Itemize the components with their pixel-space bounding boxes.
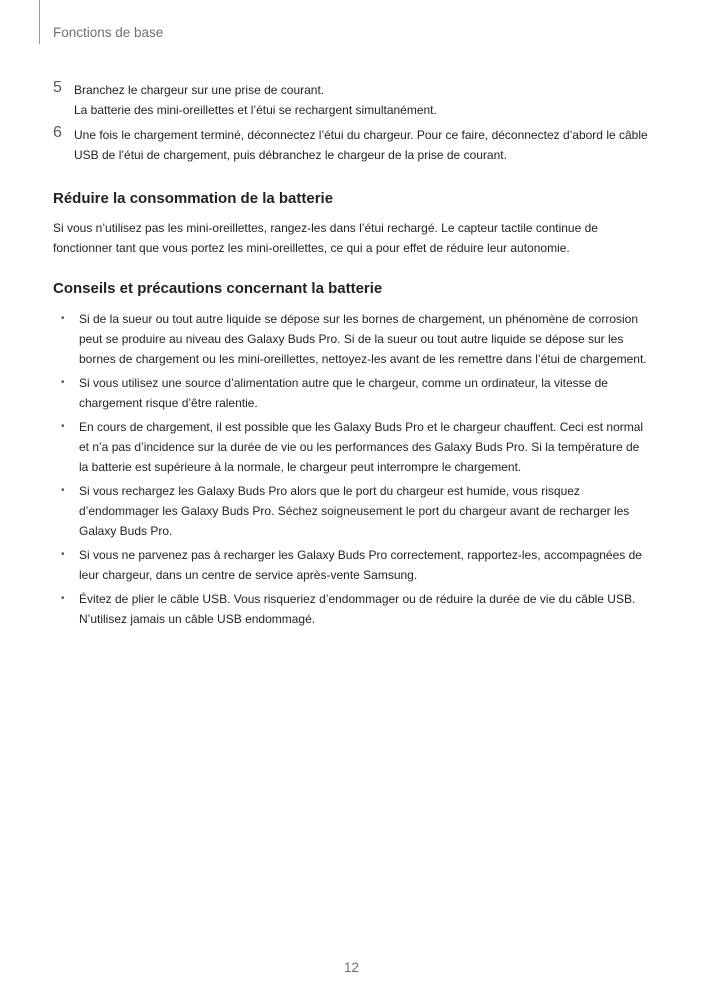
list-item-text: Si de la sueur ou tout autre liquide se dépose sur les bornes de chargement, un phénomène de corrosion peut se produire au niveau des Galaxy Buds Pro. Si de la sueur ou tout autre liquide se dépose sur les bornes de chargement ou les mini-oreillettes, nettoyez-les avant de les remettre dans l’étui de chargement. — [79, 312, 647, 366]
list-item — [53, 373, 649, 413]
section-reduce-consumption — [53, 189, 649, 258]
list-item — [53, 545, 649, 585]
list-item — [53, 417, 649, 477]
section-battery-tips — [53, 279, 649, 629]
page-header-title: Fonctions de base — [53, 25, 164, 40]
bullet-icon: • — [61, 421, 65, 432]
list-item-text: En cours de chargement, il est possible que les Galaxy Buds Pro et le chargeur chauffent. Ceci est normal et n’a pas d’incidence sur la durée de vie ou les performances des Galaxy Buds Pro. Si la température de la batterie est supérieure à la normale, le chargeur peut interrompre le chargement. — [79, 420, 644, 474]
list-item-text: Si vous utilisez une source d’alimentation autre que le chargeur, comme un ordinateur, la vitesse de chargement risque d’être ralentie. — [79, 376, 608, 410]
page-number: 12 — [343, 960, 360, 975]
step-5 — [53, 80, 649, 120]
step-text-line: Une fois le chargement terminé, déconnectez l’étui du chargeur. Pour ce faire, déconnectez d’abord le câble USB de l’étui de chargement, puis débranchez le chargeur de la prise de courant. — [74, 128, 648, 162]
page-content — [53, 80, 649, 633]
list-item — [53, 309, 649, 369]
header-rule — [39, 0, 40, 44]
step-number: 6 — [53, 124, 62, 141]
bullet-icon: • — [61, 549, 65, 560]
bullet-icon: • — [61, 377, 65, 388]
section-heading: Conseils et précautions concernant la batterie — [53, 280, 383, 297]
list-item — [53, 589, 649, 629]
step-text-line: Branchez le chargeur sur une prise de courant. — [74, 83, 325, 97]
step-text-line: La batterie des mini-oreillettes et l’étui se rechargent simultanément. — [74, 103, 437, 117]
step-6 — [53, 125, 649, 165]
bullet-icon: • — [61, 313, 65, 324]
step-number: 5 — [53, 79, 62, 96]
section-paragraph: Si vous n’utilisez pas les mini-oreillettes, rangez-les dans l’étui rechargé. Le capteur tactile continue de fonctionner tant que vous portez les mini-oreillettes, ce qui a pour effet de réduire leur autonomie. — [53, 221, 598, 255]
list-item — [53, 481, 649, 541]
list-item-text: Évitez de plier le câble USB. Vous risqueriez d’endommager ou de réduire la durée de vie du câble USB. N’utilisez jamais un câble USB endommagé. — [79, 592, 636, 626]
section-heading: Réduire la consommation de la batterie — [53, 190, 334, 207]
tips-list — [53, 309, 649, 629]
list-item-text: Si vous rechargez les Galaxy Buds Pro alors que le port du chargeur est humide, vous risquez d’endommager les Galaxy Buds Pro. Séchez soigneusement le port du chargeur avant de recharger les Galaxy Buds Pro. — [79, 484, 630, 538]
bullet-icon: • — [61, 593, 65, 604]
list-item-text: Si vous ne parvenez pas à recharger les Galaxy Buds Pro correctement, rapportez-les, accompagnées de leur chargeur, dans un centre de service après-vente Samsung. — [79, 548, 642, 582]
bullet-icon: • — [61, 485, 65, 496]
